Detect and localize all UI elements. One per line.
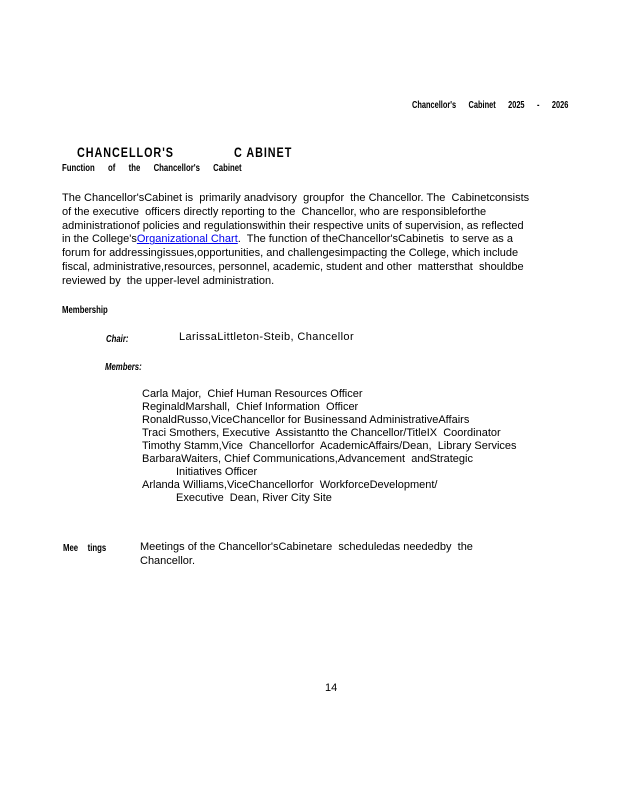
member-item: Carla Major, Chief Human Resources Officer: [142, 388, 363, 400]
chair-label: Chair:: [106, 333, 129, 345]
running-header: [412, 100, 608, 111]
membership-label: Membership: [62, 304, 108, 316]
function-heading: [62, 162, 305, 174]
header-right-text: Chancellor's Cabinet 2025 - 2026: [412, 100, 569, 111]
paragraph-line: fiscal, administrative,resources, personnel, academic, student and other mattersthat shouldbe: [62, 260, 524, 273]
member-item: ReginaldMarshall, Chief Information Officer: [142, 401, 359, 413]
member-item: BarbaraWaiters, Chief Communications,Advancement andStrategic: [142, 453, 473, 465]
paragraph-line: administrationof policies and regulationswithin their respective units of supervision, as reflected: [62, 219, 524, 232]
member-item: Traci Smothers, Executive Assistantto the Chancellor/TitleIX Coordinator: [142, 427, 501, 439]
paragraph-text: in the College's: [62, 233, 137, 246]
member-item: Initiatives Officer: [176, 466, 258, 478]
members-label: Members:: [105, 361, 142, 373]
paragraph-line: reviewed by the upper-level administration.: [62, 274, 275, 287]
organizational-chart-link[interactable]: Organizational Chart: [136, 233, 238, 246]
meetings-line: Chancellor.: [140, 554, 196, 567]
member-item: Timothy Stamm,Vice Chancellorfor AcademicAffairs/Dean, Library Services: [142, 440, 517, 452]
paragraph-line: The Chancellor'sCabinet is primarily anadvisory groupfor the Chancellor. The Cabinetconsists: [62, 192, 530, 204]
members-list: [142, 388, 582, 505]
page-title-part1: CHANCELLOR'S: [77, 145, 174, 160]
member-item: RonaldRusso,ViceChancellor for Businessand AdministrativeAffairs: [142, 414, 470, 426]
function-heading-text: Function of the Chancellor's Cabinet: [62, 162, 242, 174]
page-title-part2: C ABINET: [234, 145, 293, 160]
page-number: 14: [325, 682, 338, 694]
meetings-text: [140, 541, 560, 568]
paragraph-text: . The function of theChancellor'sCabinetis to serve as a: [237, 233, 513, 246]
function-paragraph: [62, 192, 592, 289]
chair-value: LarissaLittleton-Steib, Chancellor: [179, 331, 355, 343]
member-item: Executive Dean, River City Site: [176, 492, 332, 504]
meetings-label: Mee tings: [63, 542, 107, 554]
paragraph-line: [62, 233, 592, 247]
paragraph-line: of the executive officers directly reporting to the Chancellor, who are responsibleforthe: [62, 205, 487, 218]
member-item: Arlanda Williams,ViceChancellorfor WorkforceDevelopment/: [142, 479, 438, 491]
meetings-line: Meetings of the Chancellor'sCabinetare scheduledas neededby the: [140, 541, 473, 553]
paragraph-line: forum for addressingissues,opportunities, and challengesimpacting the College, which include: [62, 247, 519, 260]
